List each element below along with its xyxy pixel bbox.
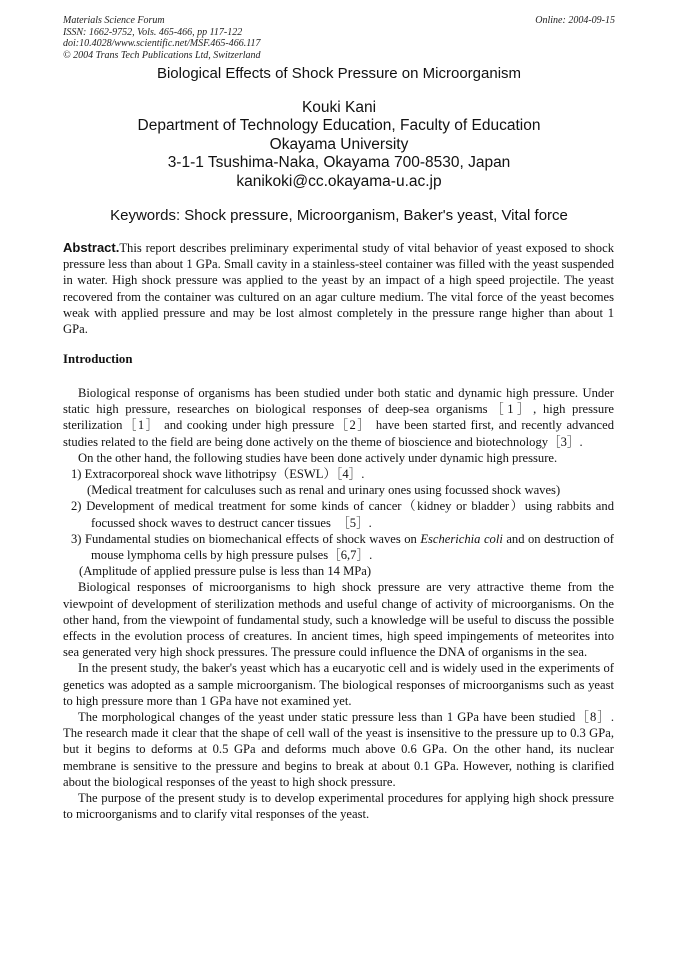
introduction-body xyxy=(63,385,614,822)
keywords: Keywords: Shock pressure, Microorganism, Baker's yeast, Vital force xyxy=(110,207,568,224)
online-date: Online: 2004-09-15 xyxy=(535,15,615,26)
journal-name: Materials Science Forum xyxy=(63,15,165,26)
intro-paragraph-3: Biological responses of microorganisms to high shock pressure are very attractive theme from the viewpoint of development of sterilization methods and useful change of activity of microorganisms. On the other hand, from the viewpoint of fundamental study, such a knowledge will be useful to discuss the possible effects in the evolution process of creatures. In ancient times, high speed impingements of meteorites into sea generated very high shock pressures. The pressure could influence the DNA of organisms in the sea. xyxy=(63,580,614,660)
list-item-2: 2) Development of medical treatment for some kinds of cancer（kidney or bladder）using rabbits and focussed shock waves to destruct cancer tissues ［5］. xyxy=(71,499,614,530)
intro-paragraph-2: On the other hand, the following studies have been done actively under dynamic high pressure. xyxy=(78,450,558,465)
list-item-3 xyxy=(63,531,614,563)
list-item-1: 1) Extracorporeal shock wave lithotripsy（ESWL）［4］. xyxy=(71,467,365,482)
author-address: 3-1-1 Tsushima-Naka, Okayama 700-8530, Japan xyxy=(167,154,511,172)
abstract-text: This report describes preliminary experimental study of vital behavior of yeast exposed to shock pressure less than about 1 GPa. Small cavity in a stainless-steel container was filled with the yeast suspended in water. High shock pressure was applied to the yeast by an impact of a high speed projectile. The yeast recovered from the container was cultured on an agar culture medium. The vital force of the yeast becomes weak with applied pressure and may be lost almost completely in the pressure range higher than about 1 GPa. xyxy=(63,241,614,337)
author-email[interactable]: kanikoki@cc.okayama-u.ac.jp xyxy=(236,172,442,190)
intro-paragraph-4: In the present study, the baker's yeast which has a eucaryotic cell and is widely used in the experiments of genetics was adopted as a sample microorganism. The biological responses of microorganisms such as yeast to high pressure more than 1 GPa have not examined yet. xyxy=(63,661,614,708)
list-item-1-note: (Medical treatment for calculuses such as renal and urinary ones using focussed shock waves) xyxy=(87,483,561,498)
journal-header xyxy=(63,15,615,61)
list-item-3-note: (Amplitude of applied pressure pulse is less than 14 MPa) xyxy=(79,564,372,579)
copyright-line: © 2004 Trans Tech Publications Ltd, Switzerland xyxy=(63,49,261,61)
author-department: Department of Technology Education, Faculty of Education xyxy=(137,117,541,135)
author-name: Kouki Kani xyxy=(301,99,377,116)
abstract xyxy=(63,240,614,337)
list-item-3-pre: 3) Fundamental studies on biomechanical effects of shock waves on xyxy=(71,531,421,546)
abstract-label: Abstract. xyxy=(63,240,120,255)
paper-title: Biological Effects of Shock Pressure on Microorganism xyxy=(156,65,522,82)
section-heading-introduction: Introduction xyxy=(63,352,133,366)
intro-paragraph-6: The purpose of the present study is to develop experimental procedures for applying high shock pressure to microorganisms and to clarify vital responses of the yeast. xyxy=(63,791,614,822)
doi-line[interactable]: doi:10.4028/www.scientific.net/MSF.465-466.117 xyxy=(63,38,261,49)
intro-paragraph-5: The morphological changes of the yeast under static pressure less than 1 GPa have been studied［8］. The research made it clear that the shape of cell wall of the yeast is insensitive to the pressure up to 0.3 GPa, but it begins to deforms at 0.5 GPa and deforms much above 0.6 GPa. On the other hand, its nuclear membrane is sensitive to the pressure and begins to break at about 0.1 GPa. However, nothing is clarified about the biological responses of the yeast to high shock pressure. xyxy=(63,710,614,789)
issn-line: ISSN: 1662-9752, Vols. 465-466, pp 117-122 xyxy=(63,26,243,38)
intro-paragraph-1: Biological response of organisms has been studied under both static and dynamic high pressure. Under static high pressure, researches on biological responses of deep-sea organisms［1］, high pressure sterilization［1］ and cooking under high pressure［2］ have been started first, and recently advanced studies related to the field are being done actively on the theme of bioscience and biotechnology［3］. xyxy=(63,386,614,449)
list-item-3-species: Escherichia coli xyxy=(420,531,503,546)
author-block xyxy=(0,99,678,191)
list-item-3-post: and on destruction of mouse lymphoma cells by high pressure pulses［6,7］. xyxy=(91,531,615,563)
author-university: Okayama University xyxy=(269,135,409,153)
